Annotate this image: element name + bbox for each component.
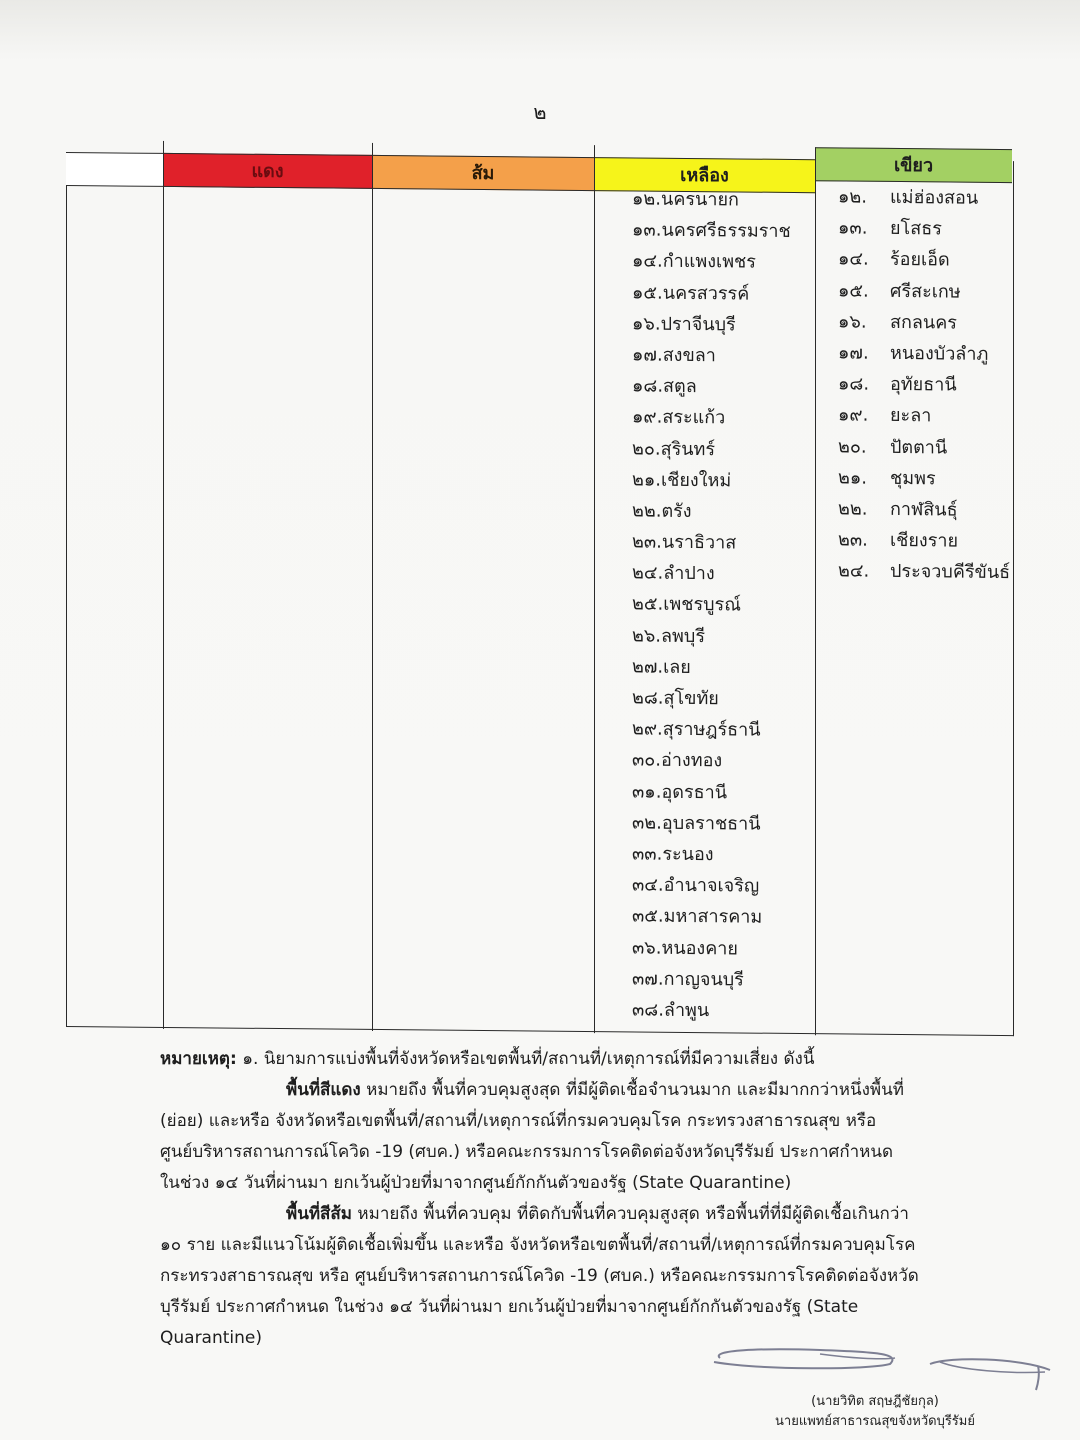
province-name: สระแก้ว <box>662 407 726 429</box>
signer-block <box>770 1392 980 1432</box>
province-name: เชียงใหม่ <box>661 469 732 492</box>
green-province-item <box>838 337 1010 370</box>
notes-line <box>160 1199 950 1230</box>
province-number: ๑๗. <box>838 342 869 364</box>
orange-zone-definition: หมายถึง พื้นที่ควบคุม ที่ติดกับพื้นที่ควบคุมสูงสุด หรือพื้นที่ที่มีผู้ติดเชื้อเกินกว่า <box>357 1204 909 1224</box>
province-name: ศรีสะเกษ <box>890 280 961 303</box>
province-name: อ่างทอง <box>661 750 723 772</box>
green-province-item <box>838 400 1010 433</box>
yellow-province-item <box>632 433 791 466</box>
green-province-item <box>838 275 1010 308</box>
yellow-province-item <box>632 526 791 559</box>
province-number: ๓๓. <box>632 843 663 865</box>
province-name: หนองคาย <box>661 937 738 959</box>
yellow-province-item <box>632 589 791 622</box>
yellow-province-item <box>632 308 791 341</box>
yellow-province-item <box>632 932 791 965</box>
yellow-province-item <box>632 714 791 747</box>
yellow-province-item <box>632 402 791 435</box>
orange-zone-definition: บุรีรัมย์ ประกาศกำหนด ในช่วง ๑๔ วันที่ผ่านมา ยกเว้นผู้ป่วยที่มาจากศูนย์กักกันตัวของรัฐ (State <box>160 1297 859 1317</box>
column-divider <box>372 143 373 1031</box>
province-name: เพชรบูรณ์ <box>663 594 741 616</box>
red-zone-definition: ในช่วง ๑๔ วันที่ผ่านมา ยกเว้นผู้ป่วยที่มาจากศูนย์กักกันตัวของรัฐ (State Quarantine) <box>160 1173 792 1193</box>
yellow-province-item <box>632 807 791 840</box>
yellow-province-item <box>632 277 791 310</box>
province-number: ๑๒. <box>632 188 662 210</box>
orange-zone-definition: กระทรวงสาธารณสุข หรือ ศูนย์บริหารสถานการณ์โควิด -19 (ศบค.) หรือคณะกรรมการโรคติดต่อจังหวัด <box>160 1266 919 1286</box>
red-zone-term: พื้นที่สีแดง <box>286 1080 361 1100</box>
province-number: ๒๓. <box>838 529 868 551</box>
column-divider <box>163 141 164 1029</box>
province-number: ๒๓. <box>632 531 662 553</box>
yellow-province-item <box>632 651 791 684</box>
province-number: ๑๙. <box>632 406 663 429</box>
province-name: อำนาจเจริญ <box>663 874 760 897</box>
red-zone-definition: ศูนย์บริหารสถานการณ์โควิด -19 (ศบค.) หรือคณะกรรมการโรคติดต่อจังหวัดบุรีรัมย์ ประกาศกำหนด <box>160 1142 894 1162</box>
province-number: ๑๖. <box>632 313 661 335</box>
notes-line <box>160 1230 950 1261</box>
yellow-province-item <box>632 339 791 372</box>
orange-zone-definition: ๑๐ ราย และมีแนวโน้มผู้ติดเชื้อเพิ่มขึ้น และหรือ จังหวัดหรือเขตพื้นที่/สถานที่/เหตุการณ์ที่กรมควบคุมโรค <box>160 1235 916 1255</box>
province-name: หนองบัวลำภู <box>890 342 989 365</box>
risk-zone-table <box>66 140 1014 1037</box>
province-number: ๒๙. <box>632 718 663 740</box>
province-name: ร้อยเอ็ด <box>890 249 950 271</box>
page-number: ๒ <box>533 100 547 124</box>
province-name: สกลนคร <box>890 311 957 334</box>
province-number: ๒๐. <box>838 435 867 458</box>
province-name: สุราษฎร์ธานี <box>662 718 761 741</box>
notes-line <box>160 1261 950 1292</box>
header-yellow: เหลือง <box>594 157 815 193</box>
green-province-list <box>838 181 1010 588</box>
column-divider <box>815 147 816 1035</box>
green-province-item <box>838 431 1010 464</box>
province-number: ๒๑. <box>838 467 868 489</box>
yellow-province-item <box>632 464 791 497</box>
yellow-province-list <box>632 183 791 1027</box>
province-name: นครศรีธรรมราช <box>661 219 791 243</box>
province-number: ๒๐. <box>632 437 661 460</box>
province-name: กาฬสินธุ์ <box>890 498 958 521</box>
province-name: อุดรธานี <box>661 781 728 803</box>
green-province-item <box>838 493 1010 526</box>
signer-name: (นายวิทิต สฤษฎีชัยกุล) <box>811 1394 939 1409</box>
province-number: ๒๑. <box>632 469 662 491</box>
province-name: ลำปาง <box>663 562 715 585</box>
province-number: ๑๔. <box>838 248 869 271</box>
province-name: เลย <box>663 656 691 678</box>
province-name: กาญจนบุรี <box>663 968 744 991</box>
province-number: ๑๒. <box>838 186 868 208</box>
province-number: ๒๕. <box>632 593 664 616</box>
province-number: ๑๗. <box>632 344 663 366</box>
green-province-item <box>838 181 1010 214</box>
header-red: แดง <box>163 153 372 189</box>
notes-definition-intro: ๑. นิยามการแบ่งพื้นที่จังหวัดหรือเขตพื้นที่/สถานที่/เหตุการณ์ที่มีความเสี่ยง ดังนี้ <box>242 1049 815 1069</box>
province-number: ๓๕. <box>632 905 664 928</box>
yellow-province-item <box>632 495 791 528</box>
notes-line <box>160 1137 950 1168</box>
province-name: ระนอง <box>662 843 714 866</box>
province-number: ๓๖. <box>632 936 662 959</box>
header-green: เขียว <box>815 147 1012 183</box>
province-number: ๑๕. <box>838 279 869 302</box>
yellow-province-item <box>632 246 791 279</box>
notes-line <box>160 1075 950 1106</box>
province-name: อุบลราชธานี <box>661 812 761 835</box>
yellow-province-item <box>632 183 791 216</box>
province-number: ๒๔. <box>838 560 870 582</box>
yellow-province-item <box>632 901 791 934</box>
yellow-province-item <box>632 870 791 903</box>
province-name: นราธิวาส <box>661 531 737 554</box>
red-zone-definition: (ย่อย) และหรือ จังหวัดหรือเขตพื้นที่/สถานที่/เหตุการณ์ที่กรมควบคุมโรค กระทรวงสาธารณสุข หรือ <box>160 1111 877 1131</box>
province-number: ๒๖. <box>632 625 662 647</box>
province-name: ลพบุรี <box>661 625 706 647</box>
notes-line <box>160 1168 950 1199</box>
province-number: ๒๔. <box>632 562 664 584</box>
yellow-province-item <box>632 682 791 715</box>
green-province-item <box>838 556 1010 589</box>
province-name: ปัตตานี <box>890 436 948 458</box>
header-orange: ส้ม <box>372 155 594 191</box>
notes-line <box>160 1106 950 1137</box>
province-number: ๒๒. <box>838 498 868 520</box>
orange-zone-definition: Quarantine) <box>160 1328 263 1348</box>
yellow-province-item <box>632 838 791 871</box>
header-blank-cell <box>66 152 163 187</box>
province-number: ๑๙. <box>838 404 869 427</box>
province-name: ลำพูน <box>663 999 710 1022</box>
province-name: นครนายก <box>661 188 739 211</box>
province-name: สุรินทร์ <box>660 438 716 460</box>
signature-image <box>700 1340 1060 1400</box>
province-number: ๓๘. <box>632 999 664 1021</box>
notes-label: หมายเหตุ: <box>160 1049 237 1069</box>
yellow-province-item <box>632 620 791 653</box>
province-number: ๓๔. <box>632 874 664 896</box>
green-province-item <box>838 369 1010 402</box>
province-name: ยโสธร <box>890 218 942 240</box>
yellow-province-item <box>632 371 791 404</box>
province-number: ๑๔. <box>632 250 663 273</box>
province-number: ๓๒. <box>632 812 662 834</box>
red-zone-definition: หมายถึง พื้นที่ควบคุมสูงสุด ที่มีผู้ติดเชื้อจำนวนมาก และมีมากกว่าหนึ่งพื้นที่ <box>366 1080 904 1100</box>
green-province-item <box>838 462 1010 495</box>
yellow-province-item <box>632 558 791 591</box>
province-number: ๑๘. <box>838 373 870 395</box>
province-number: ๓๑. <box>632 780 662 803</box>
green-province-item <box>838 306 1010 339</box>
yellow-province-item <box>632 745 791 778</box>
province-number: ๓๗. <box>632 968 664 990</box>
province-name: ตรัง <box>661 500 692 522</box>
province-number: ๓๐. <box>632 749 662 772</box>
orange-zone-term: พื้นที่สีส้ม <box>286 1204 352 1224</box>
province-name: กำแพงเพชร <box>662 251 756 273</box>
province-name: ประจวบคีรีขันธ์ <box>890 561 1011 584</box>
province-number: ๒๒. <box>632 500 662 522</box>
green-province-item <box>838 213 1010 246</box>
province-number: ๑๕. <box>632 281 663 304</box>
province-name: สุโขทัย <box>663 687 719 710</box>
column-divider <box>594 145 595 1033</box>
province-number: ๑๘. <box>632 375 664 397</box>
green-province-item <box>838 244 1010 277</box>
province-number: ๑๖. <box>838 311 867 333</box>
province-name: ชุมพร <box>890 467 936 490</box>
notes-line <box>160 1292 950 1323</box>
notes-section <box>160 1044 950 1354</box>
signer-title: นายแพทย์สาธารณสุขจังหวัดบุรีรัมย์ <box>775 1414 975 1429</box>
yellow-province-item <box>632 215 791 248</box>
yellow-province-item <box>632 776 791 809</box>
province-name: ยะลา <box>890 405 932 427</box>
province-name: สงขลา <box>662 344 716 367</box>
green-province-item <box>838 524 1010 557</box>
province-number: ๑๓. <box>838 217 868 239</box>
province-name: อุทัยธานี <box>890 374 957 396</box>
province-number: ๒๗. <box>632 656 664 678</box>
province-number: ๑๓. <box>632 219 662 241</box>
yellow-province-item <box>632 994 791 1027</box>
province-number: ๒๘. <box>632 687 664 709</box>
province-name: แม่ฮ่องสอน <box>890 186 979 209</box>
province-name: ปราจีนบุรี <box>660 313 736 336</box>
yellow-province-item <box>632 963 791 996</box>
province-name: เชียงราย <box>890 529 959 552</box>
province-name: สตูล <box>663 375 697 398</box>
notes-line <box>160 1044 950 1075</box>
province-name: นครสวรรค์ <box>662 282 750 305</box>
province-name: มหาสารคาม <box>663 906 763 928</box>
